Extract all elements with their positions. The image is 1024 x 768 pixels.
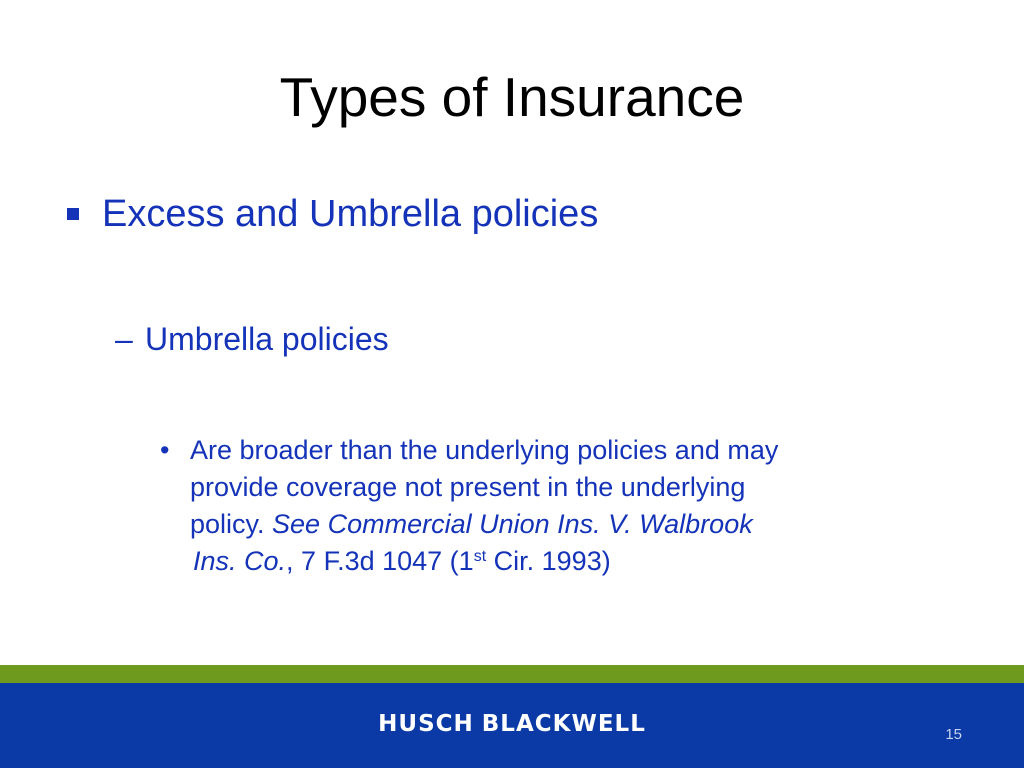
square-bullet-icon [67, 208, 79, 220]
detail-line-4 [190, 543, 950, 580]
slide-title: Types of Insurance [279, 66, 745, 128]
footer-bar [0, 683, 1024, 768]
detail-line-3 [190, 506, 950, 543]
detail-line-2: provide coverage not present in the underlying [190, 472, 746, 502]
citation-superscript: st [473, 548, 487, 565]
husch-blackwell-logo [0, 705, 1024, 743]
detail-line-3-plain: policy. [190, 509, 273, 539]
bullet-level-1-text: Excess and Umbrella policies [102, 193, 599, 235]
case-citation-italic: See Commercial Union Ins. V. Walbrook [272, 509, 753, 539]
logo-word-blackwell: BLACKWELL [481, 711, 646, 737]
bullet-level-2-text: Umbrella policies [145, 321, 389, 357]
slide-number: 15 [945, 726, 962, 743]
dot-bullet-icon: • [160, 435, 170, 465]
case-citation-italic-end: Ins. Co. [193, 546, 287, 576]
logo-word-husch: HUSCH [378, 711, 474, 737]
footer-accent-band [0, 665, 1024, 683]
citation-court-year: Cir. 1993) [486, 546, 611, 576]
citation-reporter: , 7 F.3d 1047 (1 [286, 546, 474, 576]
detail-line-1: Are broader than the underlying policies and may [190, 435, 779, 465]
dash-bullet-icon: – [115, 321, 133, 357]
bullet-level-3-text [190, 432, 950, 580]
